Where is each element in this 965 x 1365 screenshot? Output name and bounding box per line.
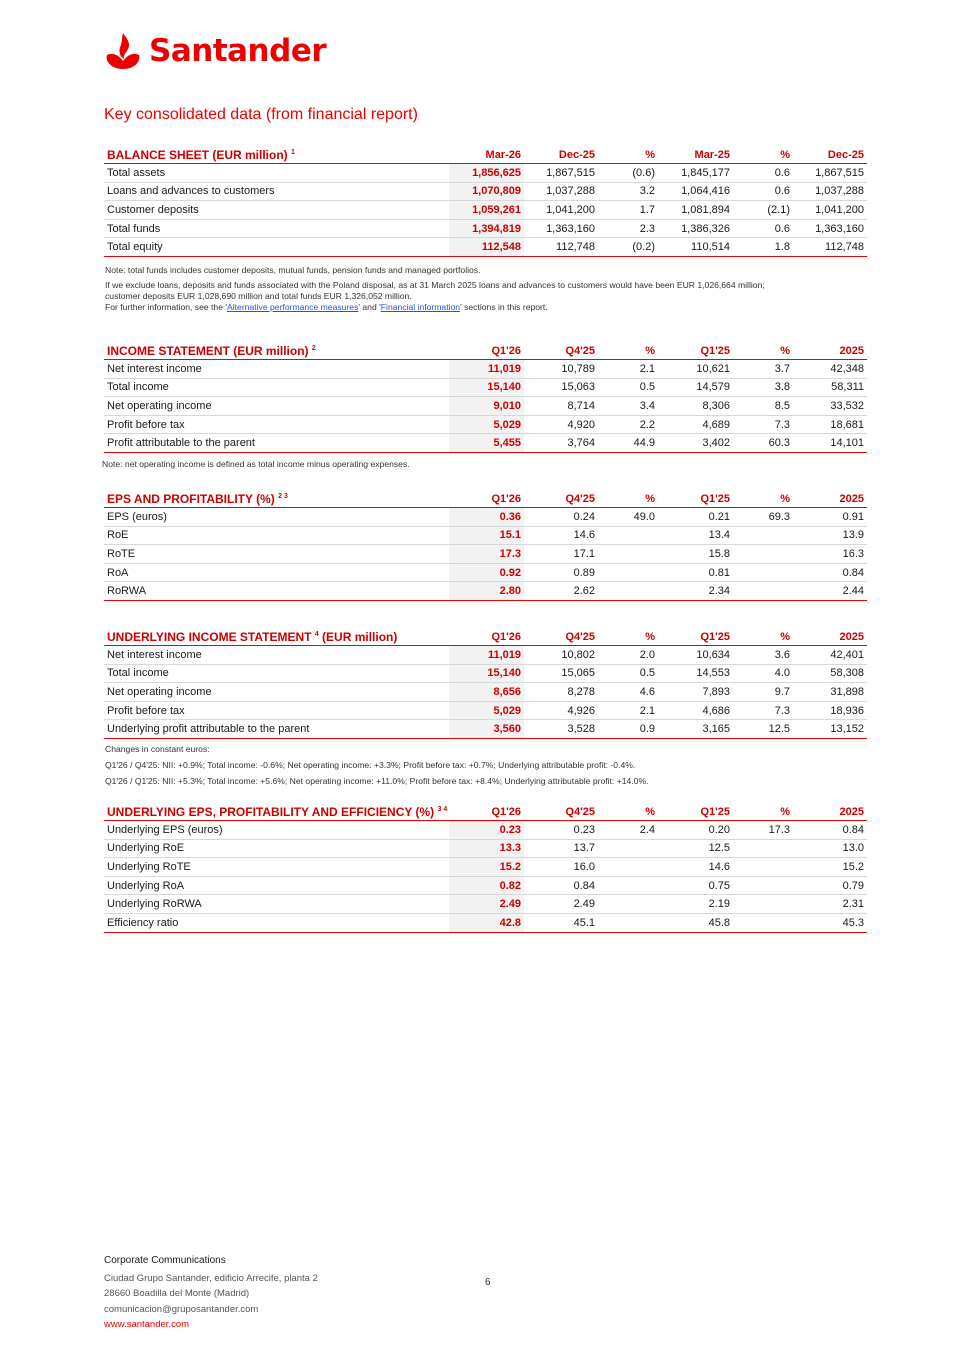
row-label: Profit before tax (104, 701, 449, 720)
table-cell: 42,348 (793, 360, 867, 379)
table-cell: 13.3 (449, 839, 524, 858)
table-cell (733, 545, 793, 564)
table-row (104, 182, 867, 201)
table-row (104, 434, 867, 453)
table-title: INCOME STATEMENT (EUR million) $^2$ (107, 343, 316, 358)
column-header: % (780, 148, 790, 161)
table-cell: 1,070,809 (449, 182, 524, 201)
table-cell: 8,306 (658, 397, 733, 416)
table-cell: 15.2 (793, 858, 867, 877)
table-cell: 2.62 (524, 582, 598, 601)
balance-sheet-table (104, 146, 867, 257)
table-cell (733, 582, 793, 601)
column-header: 2025 (839, 805, 864, 818)
income-statement-section (104, 342, 867, 453)
column-header: % (645, 492, 655, 505)
table-cell: 45.3 (793, 913, 867, 932)
table-cell: 10,634 (658, 646, 733, 665)
column-header: Q4'25 (565, 344, 595, 357)
table-row (104, 238, 867, 257)
column-header: Q4'25 (565, 630, 595, 643)
table-cell: 0.6 (733, 164, 793, 183)
table-cell: 16.3 (793, 545, 867, 564)
table-cell (733, 839, 793, 858)
table-cell (598, 839, 658, 858)
income-statement-table (104, 342, 867, 453)
table-cell: 3,402 (658, 434, 733, 453)
footer-address: 28660 Boadilla del Monte (Madrid) (104, 1288, 250, 1299)
table-cell: 1,037,288 (524, 182, 598, 201)
table-cell: 4,920 (524, 415, 598, 434)
table-row (104, 895, 867, 914)
table-row (104, 397, 867, 416)
table-cell: 112,748 (524, 238, 598, 257)
table-cell: 0.81 (658, 563, 733, 582)
table-header-row (104, 628, 867, 646)
row-label: EPS (euros) (104, 508, 449, 527)
column-header: Q1'26 (491, 805, 521, 818)
underlying-notes (105, 744, 648, 787)
table-cell: 3.4 (598, 397, 658, 416)
logo-text: Santander (149, 33, 327, 69)
table-cell: 0.6 (733, 219, 793, 238)
table-cell: 58,308 (793, 664, 867, 683)
table-cell: 3.8 (733, 378, 793, 397)
underlying-income-section (104, 628, 867, 739)
column-header: 2025 (839, 492, 864, 505)
table-cell: 1,845,177 (658, 164, 733, 183)
table-cell: 0.9 (598, 720, 658, 739)
table-cell (733, 876, 793, 895)
table-cell: 0.5 (598, 378, 658, 397)
table-cell: 2.3 (598, 219, 658, 238)
table-cell: 13,152 (793, 720, 867, 739)
table-cell: 5,029 (449, 415, 524, 434)
table-cell: 1.8 (733, 238, 793, 257)
table-cell: 14,101 (793, 434, 867, 453)
column-header: % (645, 630, 655, 643)
column-header: Q1'26 (491, 492, 521, 505)
table-cell: 2.0 (598, 646, 658, 665)
table-cell: 14,553 (658, 664, 733, 683)
table-cell: 15,140 (449, 664, 524, 683)
flame-icon (103, 31, 143, 71)
column-header: Q1'25 (700, 805, 730, 818)
row-label: Total income (104, 664, 449, 683)
column-header: Q1'25 (700, 492, 730, 505)
table-cell: 1,386,326 (658, 219, 733, 238)
table-cell: 2.2 (598, 415, 658, 434)
table-title: EPS AND PROFITABILITY (%) $^{2 3}$ (107, 491, 288, 506)
table-cell: 8.5 (733, 397, 793, 416)
table-cell: 1,867,515 (524, 164, 598, 183)
column-header: 2025 (839, 630, 864, 643)
table-cell: 1,363,160 (524, 219, 598, 238)
table-row (104, 219, 867, 238)
table-row (104, 701, 867, 720)
row-label: Total funds (104, 219, 449, 238)
table-cell: 16.0 (524, 858, 598, 877)
column-header: Dec-25 (827, 148, 864, 161)
footer (104, 1253, 318, 1333)
table-cell: (0.6) (598, 164, 658, 183)
table-cell: 112,748 (793, 238, 867, 257)
table-cell: 1,064,416 (658, 182, 733, 201)
table-cell: (0.2) (598, 238, 658, 257)
table-cell: 13.9 (793, 526, 867, 545)
underlying-income-table (104, 628, 867, 739)
table-cell: 3,165 (658, 720, 733, 739)
table-cell: 3,764 (524, 434, 598, 453)
page-number: 6 (485, 1277, 491, 1288)
table-cell: 0.23 (524, 821, 598, 840)
row-label: Loans and advances to customers (104, 182, 449, 201)
table-row (104, 858, 867, 877)
row-label: Net operating income (104, 397, 449, 416)
table-cell (733, 858, 793, 877)
footer-website-link[interactable]: www.santander.com (104, 1319, 190, 1330)
footer-email[interactable]: comunicacion@gruposantander.com (104, 1303, 259, 1315)
table-cell: 3,528 (524, 720, 598, 739)
table-cell: 13.4 (658, 526, 733, 545)
table-cell: 3,560 (449, 720, 524, 739)
table-cell: 4,689 (658, 415, 733, 434)
row-label: Total income (104, 378, 449, 397)
row-label: RoRWA (104, 582, 449, 601)
table-row (104, 563, 867, 582)
table-cell: 17.3 (733, 821, 793, 840)
column-header: % (780, 344, 790, 357)
column-header: % (645, 148, 655, 161)
table-cell: 2.31 (793, 895, 867, 914)
table-cell: 0.5 (598, 664, 658, 683)
table-row (104, 876, 867, 895)
table-cell: 10,802 (524, 646, 598, 665)
note-line: For further information, see the 'Alternative performance measures' and 'Financial information' sections in this report. (105, 302, 548, 312)
table-row (104, 646, 867, 665)
table-cell: 1,037,288 (793, 182, 867, 201)
table-cell: 1.7 (598, 201, 658, 220)
table-row (104, 913, 867, 932)
table-row (104, 508, 867, 527)
table-cell: 45.8 (658, 913, 733, 932)
table-cell: 69.3 (733, 508, 793, 527)
row-label: Profit before tax (104, 415, 449, 434)
column-header: 2025 (839, 344, 864, 357)
table-cell: 3.6 (733, 646, 793, 665)
column-header: % (645, 805, 655, 818)
alternative-performance-measures-link[interactable]: Alternative performance measures (227, 302, 359, 312)
table-cell: 0.23 (449, 821, 524, 840)
table-cell: 44.9 (598, 434, 658, 453)
table-cell (598, 545, 658, 564)
table-cell: 8,278 (524, 683, 598, 702)
row-label: Underlying RoRWA (104, 895, 449, 914)
table-cell: 0.84 (524, 876, 598, 895)
table-cell: 2.44 (793, 582, 867, 601)
table-row (104, 164, 867, 183)
note-line: customer deposits EUR 1,028,690 million and total funds EUR 1,326,052 million. (105, 291, 412, 301)
table-cell: 0.82 (449, 876, 524, 895)
table-cell: 60.3 (733, 434, 793, 453)
row-label: Net interest income (104, 360, 449, 379)
table-cell: 0.24 (524, 508, 598, 527)
table-cell: 0.84 (793, 563, 867, 582)
table-cell: 45.1 (524, 913, 598, 932)
table-cell (733, 526, 793, 545)
table-cell: 0.6 (733, 182, 793, 201)
note-line: Note: total funds includes customer deposits, mutual funds, pension funds and managed portfolios. (105, 265, 481, 275)
table-cell: 0.20 (658, 821, 733, 840)
column-header: Mar-25 (694, 148, 730, 161)
row-label: RoA (104, 563, 449, 582)
table-cell: 1,394,819 (449, 219, 524, 238)
table-cell: 2.49 (449, 895, 524, 914)
footer-address: Ciudad Grupo Santander, edificio Arrecife, planta 2 (104, 1272, 318, 1284)
table-cell: 10,621 (658, 360, 733, 379)
table-cell: 9.7 (733, 683, 793, 702)
table-header-row (104, 146, 867, 164)
table-cell: 0.21 (658, 508, 733, 527)
table-cell: 14.6 (524, 526, 598, 545)
financial-information-link[interactable]: Financial information (380, 302, 461, 312)
row-label: Underlying profit attributable to the parent (104, 720, 449, 739)
table-cell: 8,714 (524, 397, 598, 416)
table-row (104, 526, 867, 545)
table-cell (598, 563, 658, 582)
table-cell: 15.1 (449, 526, 524, 545)
note-line: Q1'26 / Q4'25: NII: +0.9%; Total income: -0.6%; Net operating income: +3.3%; Profit before tax: +0.7%; Underlying attributable profit: -0.4%. (105, 760, 636, 770)
table-cell: (2.1) (733, 201, 793, 220)
table-cell: 3.2 (598, 182, 658, 201)
table-cell: 0.89 (524, 563, 598, 582)
income-statement-note: Note: net operating income is defined as total income minus operating expenses. (102, 459, 410, 469)
eps-section (104, 490, 867, 601)
table-row (104, 664, 867, 683)
table-cell (598, 913, 658, 932)
table-cell: 0.36 (449, 508, 524, 527)
table-cell: 1,363,160 (793, 219, 867, 238)
table-title: UNDERLYING EPS, PROFITABILITY AND EFFICIENCY (%) $^{3 4}$ (107, 804, 448, 819)
row-label: Underlying RoA (104, 876, 449, 895)
note-line: Q1'26 / Q1'25: NII: +5.3%; Total income: +5.6%; Net operating income: +11.0%; Profit before tax: +8.4%; Underlying attributable profit: +14.0%. (105, 776, 649, 786)
table-cell (733, 895, 793, 914)
table-cell: 10,789 (524, 360, 598, 379)
table-cell: 42,401 (793, 646, 867, 665)
row-label: Efficiency ratio (104, 913, 449, 932)
table-row (104, 360, 867, 379)
table-cell: 9,010 (449, 397, 524, 416)
eps-table (104, 490, 867, 601)
table-cell: 1,059,261 (449, 201, 524, 220)
row-label: Customer deposits (104, 201, 449, 220)
row-label: Net interest income (104, 646, 449, 665)
table-cell: 18,936 (793, 701, 867, 720)
table-cell: 0.92 (449, 563, 524, 582)
table-cell: 7.3 (733, 415, 793, 434)
balance-sheet-section (104, 146, 867, 257)
table-cell: 49.0 (598, 508, 658, 527)
column-header: Q4'25 (565, 492, 595, 505)
table-row (104, 683, 867, 702)
column-header: Q1'25 (700, 344, 730, 357)
table-cell: 4,926 (524, 701, 598, 720)
page-title: Key consolidated data (from financial report) (104, 106, 418, 123)
table-row (104, 545, 867, 564)
table-cell: 31,898 (793, 683, 867, 702)
table-cell: 1,867,515 (793, 164, 867, 183)
table-row (104, 378, 867, 397)
underlying-eps-section (104, 803, 867, 933)
table-cell: 12.5 (733, 720, 793, 739)
underlying-eps-table (104, 803, 867, 933)
table-cell: 4.6 (598, 683, 658, 702)
table-cell: 1,041,200 (524, 201, 598, 220)
table-cell: 7,893 (658, 683, 733, 702)
table-row (104, 720, 867, 739)
table-cell: 1,041,200 (793, 201, 867, 220)
note-line: Changes in constant euros: (105, 744, 210, 754)
column-header: % (780, 630, 790, 643)
table-row (104, 582, 867, 601)
column-header: Q1'26 (491, 344, 521, 357)
table-cell (598, 876, 658, 895)
row-label: Underlying EPS (euros) (104, 821, 449, 840)
row-label: Total assets (104, 164, 449, 183)
table-header-row (104, 342, 867, 360)
table-cell (598, 526, 658, 545)
table-title: BALANCE SHEET (EUR million) $^1$ (107, 147, 295, 162)
table-cell: 3.7 (733, 360, 793, 379)
column-header: % (780, 805, 790, 818)
table-cell (733, 563, 793, 582)
table-cell: 7.3 (733, 701, 793, 720)
table-cell (598, 582, 658, 601)
table-row (104, 839, 867, 858)
table-cell: 112,548 (449, 238, 524, 257)
balance-sheet-notes (105, 265, 765, 313)
table-cell: 0.79 (793, 876, 867, 895)
table-cell: 4,686 (658, 701, 733, 720)
table-cell: 14,579 (658, 378, 733, 397)
table-row (104, 821, 867, 840)
table-cell: 2.80 (449, 582, 524, 601)
table-row (104, 201, 867, 220)
column-header: Q1'26 (491, 630, 521, 643)
table-cell: 4.0 (733, 664, 793, 683)
table-cell: 15,063 (524, 378, 598, 397)
table-title: UNDERLYING INCOME STATEMENT $^4$ (EUR million) (107, 629, 398, 644)
table-cell: 1,856,625 (449, 164, 524, 183)
table-cell: 33,532 (793, 397, 867, 416)
column-header: % (780, 492, 790, 505)
column-header: Dec-25 (558, 148, 595, 161)
column-header: Q4'25 (565, 805, 595, 818)
table-cell (598, 858, 658, 877)
table-cell: 17.3 (449, 545, 524, 564)
table-cell: 11,019 (449, 646, 524, 665)
row-label: Net operating income (104, 683, 449, 702)
table-cell: 13.7 (524, 839, 598, 858)
table-cell: 0.84 (793, 821, 867, 840)
table-cell: 14.6 (658, 858, 733, 877)
table-cell: 15.2 (449, 858, 524, 877)
column-header: Q1'25 (700, 630, 730, 643)
table-cell: 0.91 (793, 508, 867, 527)
table-cell (598, 895, 658, 914)
table-cell: 2.49 (524, 895, 598, 914)
table-cell: 8,656 (449, 683, 524, 702)
row-label: Underlying RoTE (104, 858, 449, 877)
row-label: Total equity (104, 238, 449, 257)
row-label: Profit attributable to the parent (104, 434, 449, 453)
table-row (104, 415, 867, 434)
table-cell: 58,311 (793, 378, 867, 397)
table-cell: 110,514 (658, 238, 733, 257)
table-cell: 2.34 (658, 582, 733, 601)
row-label: RoTE (104, 545, 449, 564)
table-cell: 13.0 (793, 839, 867, 858)
footer-heading: Corporate Communications (104, 1255, 226, 1266)
table-cell: 1,081,894 (658, 201, 733, 220)
table-cell: 15.8 (658, 545, 733, 564)
table-cell: 12.5 (658, 839, 733, 858)
column-header: Mar-26 (485, 148, 521, 161)
table-cell: 18,681 (793, 415, 867, 434)
table-cell: 42.8 (449, 913, 524, 932)
table-header-row (104, 803, 867, 821)
santander-logo (103, 30, 326, 72)
table-cell: 5,455 (449, 434, 524, 453)
table-cell: 0.75 (658, 876, 733, 895)
table-cell: 5,029 (449, 701, 524, 720)
row-label: RoE (104, 526, 449, 545)
table-cell: 11,019 (449, 360, 524, 379)
column-header: % (645, 344, 655, 357)
table-cell: 2.1 (598, 701, 658, 720)
row-label: Underlying RoE (104, 839, 449, 858)
table-cell (733, 913, 793, 932)
table-cell: 15,065 (524, 664, 598, 683)
table-cell: 2.19 (658, 895, 733, 914)
note-line: If we exclude loans, deposits and funds associated with the Poland disposal, as at 31 March 2025 loans and advances to customers would have been EUR 1,026,664 million; (105, 280, 765, 290)
table-header-row (104, 490, 867, 508)
table-cell: 2.4 (598, 821, 658, 840)
table-cell: 15,140 (449, 378, 524, 397)
table-cell: 17.1 (524, 545, 598, 564)
table-cell: 2.1 (598, 360, 658, 379)
